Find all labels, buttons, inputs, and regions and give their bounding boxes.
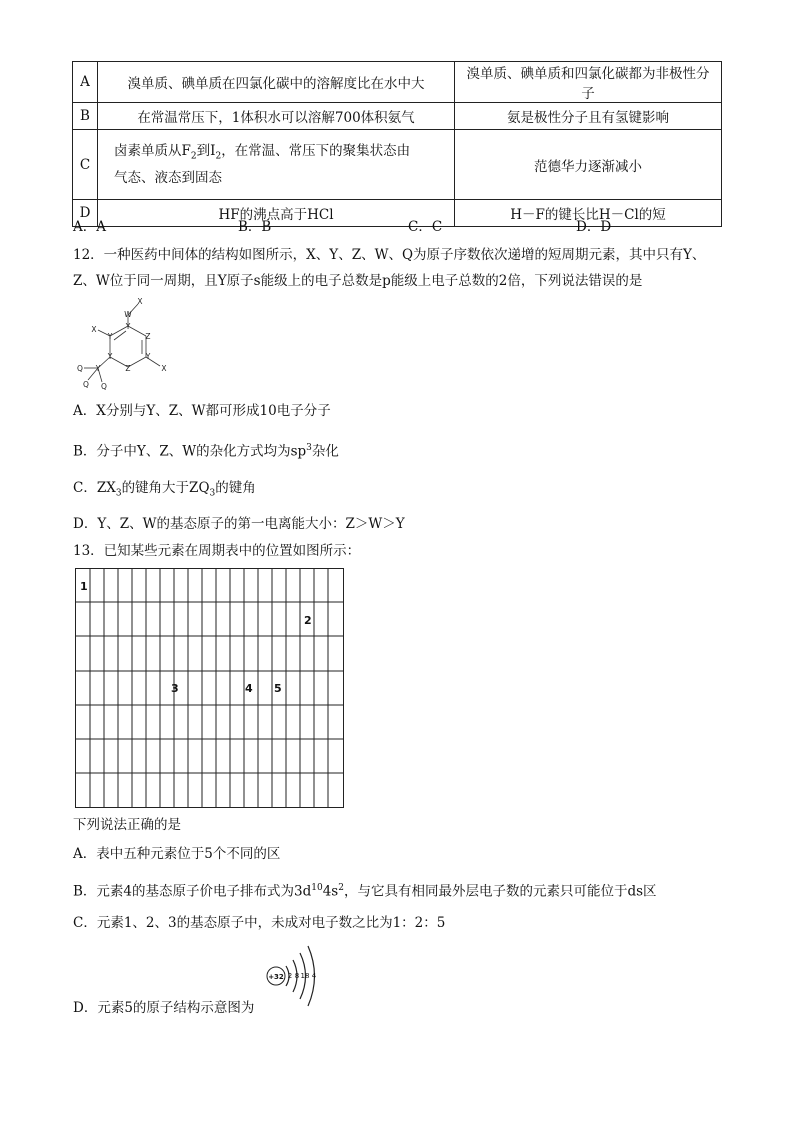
q11-table [72,61,722,227]
superscript: 2 [338,883,344,893]
row-phenomenon: 溴单质、碘单质在四氯化碳中的溶解度比在水中大 [98,62,455,103]
atom-label-y: Y [95,364,101,373]
text-seg: C．ZX [73,480,116,496]
row-key: C [73,130,98,200]
option-d[interactable]: D．D [576,219,612,235]
element-marker-3: 3 [171,682,179,695]
table-row [73,130,722,200]
q12-option-b[interactable] [73,438,339,462]
text-seg: ，与它具有相同最外层电子数的元素只可能位于ds区 [343,883,657,900]
atom-label-q: Q [77,364,83,373]
table-row [73,103,722,130]
atom-label-y: Y [107,332,113,341]
atom-label-y: Y [125,322,131,331]
text-seg: 到I [196,142,216,159]
row-key: D [73,200,98,227]
row-phenomenon: 在常温常压下，1体积水可以溶解700体积氨气 [98,103,455,130]
atom-label-x: X [91,325,97,334]
q12-option-a[interactable]: A．X分别与Y、Z、W都可形成10电子分子 [73,403,331,419]
text-seg: 的键角 [215,480,256,496]
grid-lines [75,568,344,808]
row-key: B [73,103,98,130]
option-b[interactable]: B．B [238,219,272,235]
atom-label-z: Z [145,332,151,341]
atom-label-q: Q [83,380,89,389]
row-explanation: H－F的键长比H－Cl的短 [455,200,722,227]
q12-option-d[interactable]: D．Y、Z、W的基态原子的第一电离能大小：Z＞W＞Y [73,516,405,532]
row-phenomenon [98,130,455,200]
row-key: A [73,62,98,103]
atom-label-w: W [124,310,132,319]
subscript: 2 [215,151,222,162]
shell-count-4: 4 [311,972,317,980]
atom-label-x: X [137,297,143,306]
text-seg: B．元素4的基态原子价电子排布式为3d [73,883,312,900]
q12-option-c[interactable] [73,478,256,504]
atom-label-x: X [161,364,167,373]
text-seg: 4s [322,883,339,900]
subscript: 3 [115,488,122,499]
q13-option-d[interactable]: D．元素5的原子结构示意图为 [73,1000,255,1016]
atom-label-z: Z [125,364,131,373]
element-marker-1: 1 [80,580,88,593]
table-row [73,62,722,103]
subscript: 3 [209,488,216,499]
row-explanation: 溴单质、碘单质和四氯化碳都为非极性分子 [455,62,722,103]
text-seg: 卤素单质从F [114,142,191,159]
row-phenomenon: HF的沸点高于HCl [98,200,455,227]
atom-label-y: Y [107,352,113,361]
text-seg: B．分子中Y、Z、W的杂化方式均为sp [73,443,307,460]
text-seg: ，在常温、常压下的聚集状态由 [221,142,411,159]
row-explanation: 范德华力逐渐减小 [455,130,722,200]
q13-stem: 13．已知某些元素在周期表中的位置如图所示： [73,543,361,559]
periodic-table-grid [75,568,344,808]
q13-option-a[interactable]: A．表中五种元素位于5个不同的区 [73,846,281,862]
molecule-structure-diagram [74,296,184,400]
superscript: 10 [311,883,323,893]
atom-label-q: Q [101,382,107,391]
q11-options [73,217,713,237]
q13-prompt: 下列说法正确的是 [73,817,181,833]
shell-count-1: 2 [287,972,293,980]
text-seg: 气态、液态到固态 [114,170,222,187]
q12-stem-line2: Z、W位于同一周期，且Y原子s能级上的电子总数是p能级上电子总数的2倍，下列说法错误的是 [73,273,643,289]
q13-option-c[interactable]: C．元素1、2、3的基态原子中，未成对电子数之比为1：2：5 [73,915,446,931]
option-a[interactable]: A．A [73,219,106,235]
element-marker-5: 5 [274,682,282,695]
text-seg: 杂化 [311,443,339,460]
element-marker-2: 2 [304,614,312,627]
shell-count-2: 8 [294,972,300,980]
row-explanation: 氨是极性分子且有氢键影响 [455,103,722,130]
atom-structure-diagram [262,938,326,1014]
subscript: 2 [190,151,197,162]
q13-option-b[interactable] [73,878,657,902]
shell-count-3: 18 [300,972,310,980]
option-c[interactable]: C．C [408,219,443,235]
atom-label-y: Y [145,352,151,361]
q12-stem-line1: 12．一种医药中间体的结构如图所示，X、Y、Z、W、Q为原子序数依次递增的短周期元素，其中只有Y、 [73,247,706,263]
nucleus-charge: +32 [268,973,284,981]
superscript: 3 [306,443,312,453]
text-seg: 的键角大于ZQ [121,480,210,496]
element-marker-4: 4 [245,682,253,695]
